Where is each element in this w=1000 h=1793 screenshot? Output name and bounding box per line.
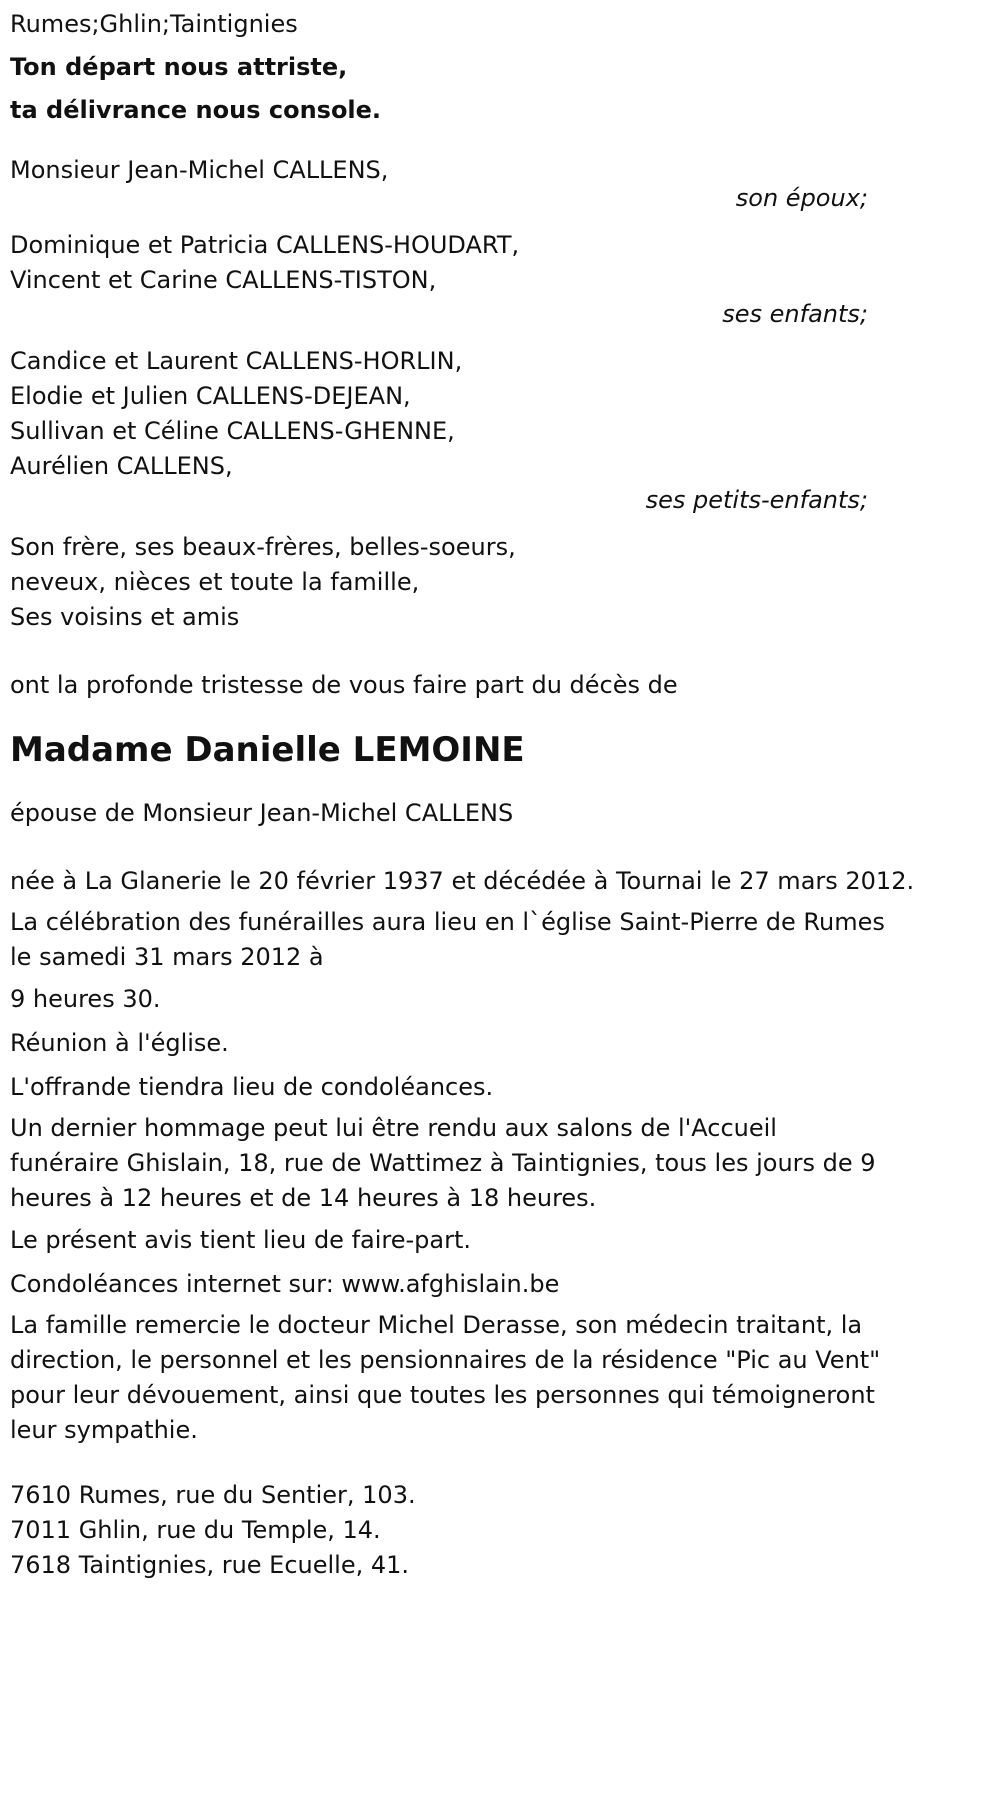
detail-paragraph bbox=[10, 1220, 878, 1260]
verse-line-2: ta délivrance nous console. bbox=[10, 96, 382, 124]
family-member-line: Aurélien CALLENS, bbox=[10, 452, 233, 480]
announcement-text: ont la profonde tristesse de vous faire part du décès de bbox=[10, 671, 678, 699]
family-member-line: Dominique et Patricia CALLENS-HOUDART, bbox=[10, 231, 520, 259]
detail-line: funéraire Ghislain, 18, rue de Wattimez à Taintignies, tous les jours de 9 bbox=[10, 1149, 876, 1177]
family-member-line: Ses voisins et amis bbox=[10, 603, 240, 631]
relation-label: ses petits-enfants; bbox=[645, 486, 868, 514]
detail-paragraph bbox=[10, 1308, 881, 1448]
detail-line: L'offrande tiendra lieu de condoléances. bbox=[10, 1073, 494, 1101]
detail-line: Condoléances internet sur: www.afghislain.be bbox=[10, 1270, 560, 1298]
places-line: Rumes;Ghlin;Taintignies bbox=[10, 10, 298, 38]
family-member-line: Sullivan et Céline CALLENS-GHENNE, bbox=[10, 417, 455, 445]
detail-line: née à La Glanerie le 20 février 1937 et décédée à Tournai le 27 mars 2012. bbox=[10, 867, 915, 895]
address-line: 7618 Taintignies, rue Ecuelle, 41. bbox=[10, 1551, 410, 1579]
detail-paragraph bbox=[10, 905, 885, 975]
addresses bbox=[10, 1478, 878, 1583]
address-line: 7011 Ghlin, rue du Temple, 14. bbox=[10, 1516, 381, 1544]
detail-line: direction, le personnel et les pensionnaires de la résidence "Pic au Vent" bbox=[10, 1346, 881, 1374]
family-member-line: Monsieur Jean-Michel CALLENS, bbox=[10, 156, 389, 184]
family-group-spouse bbox=[10, 150, 878, 214]
detail-line: le samedi 31 mars 2012 à bbox=[10, 943, 324, 971]
spouse-line: épouse de Monsieur Jean-Michel CALLENS bbox=[10, 799, 514, 827]
family-member-line: Candice et Laurent CALLENS-HORLIN, bbox=[10, 347, 463, 375]
family-member-line: Son frère, ses beaux-frères, belles-soeurs, bbox=[10, 533, 516, 561]
family-group-children bbox=[10, 228, 878, 330]
family-group-grandchildren bbox=[10, 344, 878, 516]
family-member-line: Elodie et Julien CALLENS-DEJEAN, bbox=[10, 382, 411, 410]
detail-line: heures à 12 heures et de 14 heures à 18 heures. bbox=[10, 1184, 597, 1212]
detail-paragraph bbox=[10, 1067, 878, 1107]
detail-line: Un dernier hommage peut lui être rendu aux salons de l'Accueil bbox=[10, 1114, 777, 1142]
family-member-line: neveux, nièces et toute la famille, bbox=[10, 568, 420, 596]
detail-paragraph bbox=[10, 1264, 878, 1304]
details-section bbox=[10, 861, 915, 1448]
detail-paragraph bbox=[10, 1111, 878, 1216]
detail-paragraph bbox=[10, 1023, 878, 1063]
deceased-name: Madame Danielle LEMOINE bbox=[10, 730, 525, 770]
address-line: 7610 Rumes, rue du Sentier, 103. bbox=[10, 1481, 416, 1509]
detail-line: La famille remercie le docteur Michel Derasse, son médecin traitant, la bbox=[10, 1311, 863, 1339]
detail-paragraph bbox=[10, 861, 915, 901]
detail-line: 9 heures 30. bbox=[10, 985, 161, 1013]
detail-line: pour leur dévouement, ainsi que toutes les personnes qui témoigneront bbox=[10, 1381, 875, 1409]
detail-line: La célébration des funérailles aura lieu en l`église Saint-Pierre de Rumes bbox=[10, 908, 885, 936]
detail-paragraph bbox=[10, 979, 878, 1019]
family-member-line: Vincent et Carine CALLENS-TISTON, bbox=[10, 266, 437, 294]
verse-line-1: Ton départ nous attriste, bbox=[10, 53, 348, 81]
relation-label: son époux; bbox=[735, 184, 868, 212]
detail-line: Le présent avis tient lieu de faire-part. bbox=[10, 1226, 472, 1254]
family-group-others bbox=[10, 530, 878, 635]
detail-line: Réunion à l'église. bbox=[10, 1029, 229, 1057]
relation-label: ses enfants; bbox=[722, 300, 868, 328]
detail-line: leur sympathie. bbox=[10, 1416, 198, 1444]
